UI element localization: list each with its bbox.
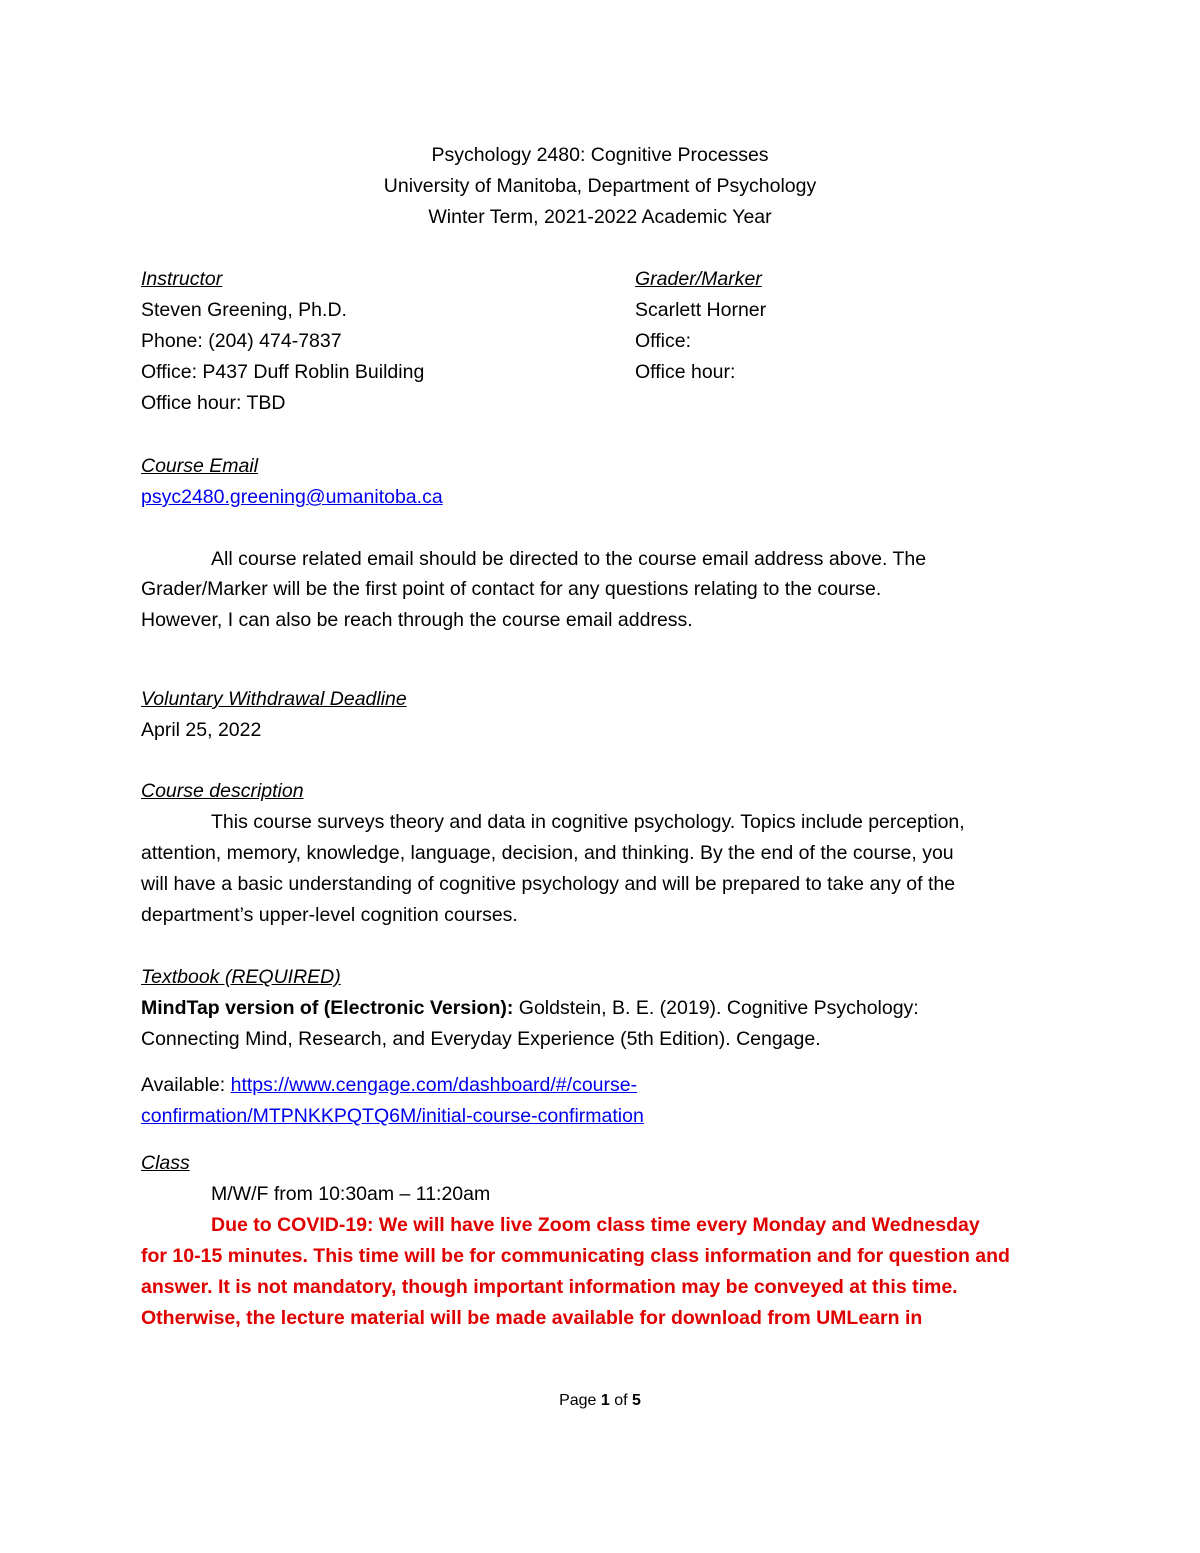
textbook-version-label: MindTap version of (Electronic Version): <box>141 997 514 1019</box>
covid-notice-line: for 10-15 minutes. This time will be for communicating class information and for question and <box>141 1245 1010 1267</box>
description-line: will have a basic understanding of cognitive psychology and will be prepared to take any of the <box>141 873 956 895</box>
instructor-office-hour: Office hour: TBD <box>141 392 286 414</box>
email-paragraph-line: All course related email should be directed to the course email address above. The <box>211 548 927 570</box>
cengage-link[interactable]: https://www.cengage.com/dashboard/#/course- <box>230 1074 638 1096</box>
instructor-office: Office: P437 Duff Roblin Building <box>141 361 425 383</box>
term: Winter Term, 2021-2022 Academic Year <box>428 206 772 228</box>
page-number <box>0 1385 1200 1416</box>
instructor-name: Steven Greening, Ph.D. <box>141 299 347 321</box>
covid-notice-line: answer. It is not mandatory, though important information may be conveyed at this time. <box>141 1276 958 1298</box>
description-line: This course surveys theory and data in cognitive psychology. Topics include perception, <box>211 811 965 833</box>
course-email-link[interactable]: psyc2480.greening@umanitoba.ca <box>141 486 443 508</box>
of-label: of <box>609 1392 633 1409</box>
cengage-link-continued[interactable]: confirmation/MTPNKKPQTQ6M/initial-course-confirmation <box>141 1105 644 1127</box>
class-schedule: M/W/F from 10:30am – 11:20am <box>211 1183 491 1205</box>
available-line <box>141 1070 637 1101</box>
withdrawal-heading: Voluntary Withdrawal Deadline <box>141 688 407 710</box>
textbook-heading: Textbook (REQUIRED) <box>141 966 341 988</box>
grader-heading: Grader/Marker <box>635 268 762 290</box>
covid-notice-line: Otherwise, the lecture material will be made available for download from UMLearn in <box>141 1307 923 1329</box>
course-email-heading: Course Email <box>141 455 259 477</box>
instructor-heading: Instructor <box>141 268 223 290</box>
email-paragraph-line: However, I can also be reach through the course email address. <box>141 609 693 631</box>
description-heading: Course description <box>141 780 304 802</box>
covid-notice-line: Due to COVID-19: We will have live Zoom class time every Monday and Wednesday <box>211 1214 980 1236</box>
grader-office-hour: Office hour: <box>635 361 736 383</box>
available-label: Available: <box>141 1074 231 1096</box>
current-page: 1 <box>600 1392 610 1409</box>
class-heading: Class <box>141 1152 190 1174</box>
grader-office: Office: <box>635 330 691 352</box>
university-department: University of Manitoba, Department of Psychology <box>383 175 817 197</box>
page-label: Page <box>559 1392 601 1409</box>
withdrawal-date: April 25, 2022 <box>141 719 262 741</box>
textbook-citation-text: Goldstein, B. E. (2019). Cognitive Psychology: <box>513 997 919 1019</box>
instructor-phone: Phone: (204) 474-7837 <box>141 330 342 352</box>
textbook-citation-line: Connecting Mind, Research, and Everyday Experience (5th Edition). Cengage. <box>141 1028 821 1050</box>
description-line: attention, memory, knowledge, language, decision, and thinking. By the end of the course, you <box>141 842 954 864</box>
total-pages: 5 <box>632 1392 641 1409</box>
textbook-citation-line <box>141 993 919 1024</box>
description-line: department’s upper-level cognition courses. <box>141 904 518 926</box>
grader-name: Scarlett Horner <box>635 299 767 321</box>
course-title: Psychology 2480: Cognitive Processes <box>431 144 769 166</box>
email-paragraph-line: Grader/Marker will be the first point of contact for any questions relating to the course. <box>141 578 882 600</box>
